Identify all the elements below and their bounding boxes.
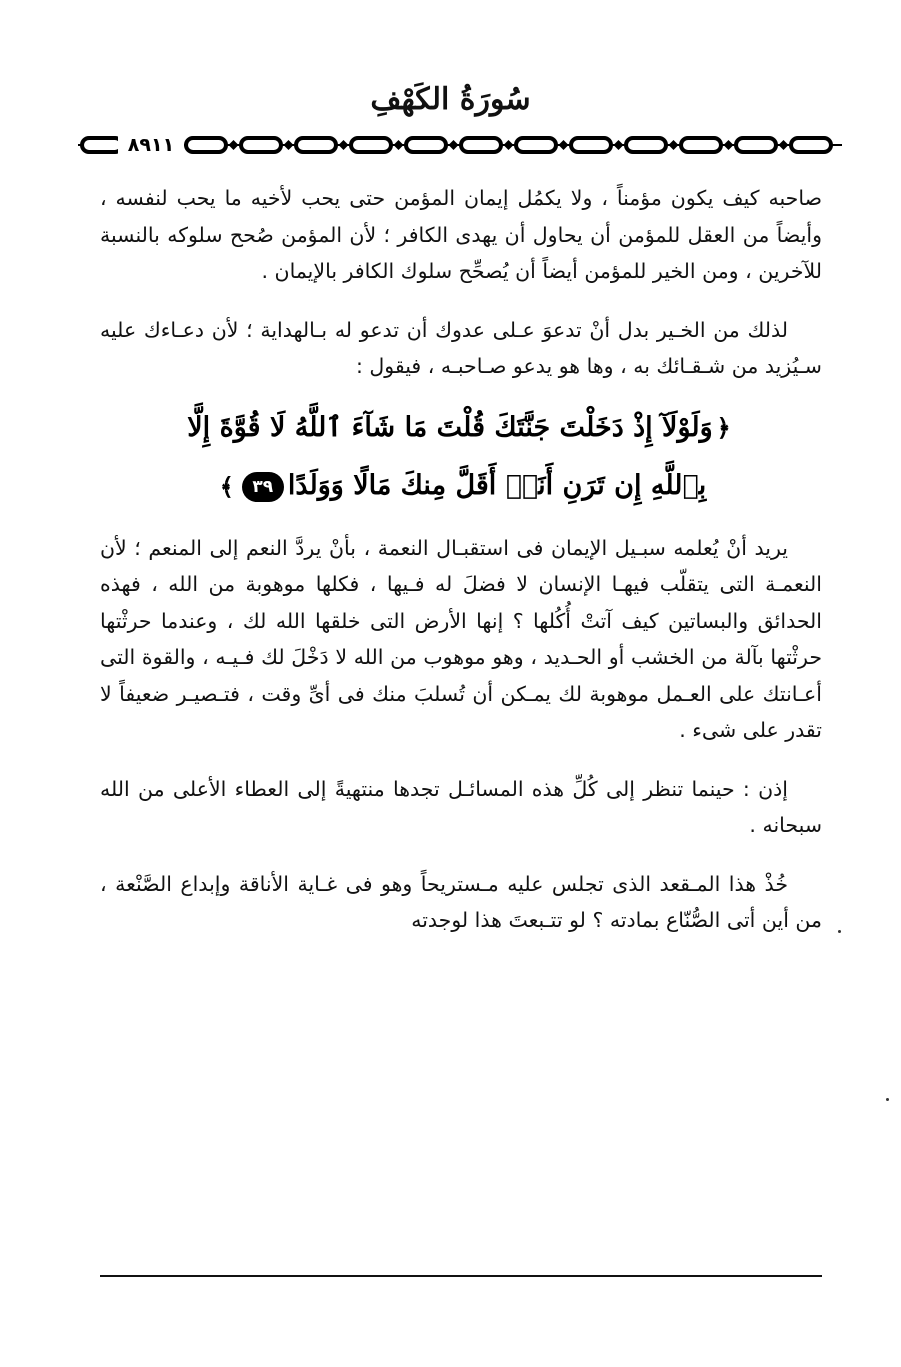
chain-link [296,138,336,152]
quran-verse-text-2: بِٱللَّهِ إِن تَرَنِ أَنَا۠ أَقَلَّ مِنكَ مَالًا وَوَلَدًا [287,470,707,501]
chain-diamond [394,140,404,150]
chain-diamond [779,140,789,150]
chain-link [736,138,776,152]
quran-verse-text-1: وَلَوْلَآ إِذْ دَخَلْتَ جَنَّتَكَ قُلْتَ مَا شَآءَ ٱللَّهُ لَا قُوَّةَ إِلَّا [187,411,713,443]
paragraph-2: لذلك من الخـير بدل أنْ تدعوَ عـلى عدوك أن تدعو له بـالهداية ؛ لأن دعـاءك عليه سـيُزيد من شـقـائك به ، وها هو يدعو صـاحبـه ، فيقول : [100,317,822,378]
scan-speck [886,1098,889,1101]
chain-link [626,138,666,152]
chain-diamond [614,140,624,150]
chain-ornament-icon [78,130,842,160]
chain-link [406,138,446,152]
quran-line-2 [100,457,822,516]
chain-diamond [449,140,459,150]
chain-diamond [559,140,569,150]
scan-speck [838,930,841,933]
quran-line-1 [100,399,822,458]
chain-link [461,138,501,152]
ayah-number-badge: ٣٩ [242,472,284,502]
paragraph-3: يريد أنْ يُعلمه سبـيل الإيمان فى استقبـال النعمة ، بأنْ يردَّ النعم إلى المنعم ؛ لأن النعمـة التى يتقلّب فيهـا الإنسان لا فضلَ له فـيها ، فكلها موهوبة من الله ، فهذه الحدائق والبساتين كيف آتتْ أُكُلها ؟ إنها الأرض التى خلقها الله لك ، وعندما حرثْتها حرثْتها بآلة من الخشب أو الحـديد ، وهو موهوب من الله لا دَخْلَ لك فـيـه ، والقوة التى أعـانتك على العـمل موهوبة لك يمـكن أن تُسلبَ منك فى أىِّ وقت ، فتـصيـر ضعيفاً لا تقدر على شىء . [100,535,822,742]
chain-link [516,138,556,152]
page-number: ٨٩١١ [118,130,184,160]
chain-diamond [339,140,349,150]
chain-link [82,138,122,152]
chain-diamond [504,140,514,150]
quran-open-bracket: ﴿ [716,413,731,442]
footer-rule [100,1275,822,1277]
chain-diamond [724,140,734,150]
page-body [100,180,822,939]
chain-diamond [284,140,294,150]
chain-link [351,138,391,152]
chain-diamond [669,140,679,150]
chain-diamond [229,140,239,150]
chain-link [791,138,831,152]
chain-link [186,138,226,152]
surah-title: سُورَةُ الكَهْفِ [370,82,531,117]
paragraph-5: خُذْ هذا المـقعد الذى تجلس عليه مـستريحاً وهو فى غـاية الأناقة وإبداع الصَّنْعة ، من أين أتى الصُّنّاع بمادته ؟ لو تتـبعتَ هذا لوجدته [100,871,822,932]
chain-link [681,138,721,152]
quran-verse [100,399,822,516]
chain-link [571,138,611,152]
paragraph-1: صاحبه كيف يكون مؤمناً ، ولا يكمُل إيمان المؤمن حتى يحب لأخيه ما يحب لنفسه ، وأيضاً من العقل للمؤمن أن يحاول أن يهدى الكافر ؛ لأن المؤمن صُحح سلوكه بالنسبة للآخرين ، ومن الخير للمؤمن أيضاً أن يُصحِّح سلوك الكافر بالإيمان . [100,186,822,283]
header-ornament-band [78,130,842,160]
paragraph-4: إذن : حينما تنظر إلى كُلِّ هذه المسائـل تجدها منتهيةً إلى العطاء الأعلى من الله سبحانه . [100,776,822,837]
chain-link [241,138,281,152]
quran-close-bracket: ﴾ [219,471,234,501]
